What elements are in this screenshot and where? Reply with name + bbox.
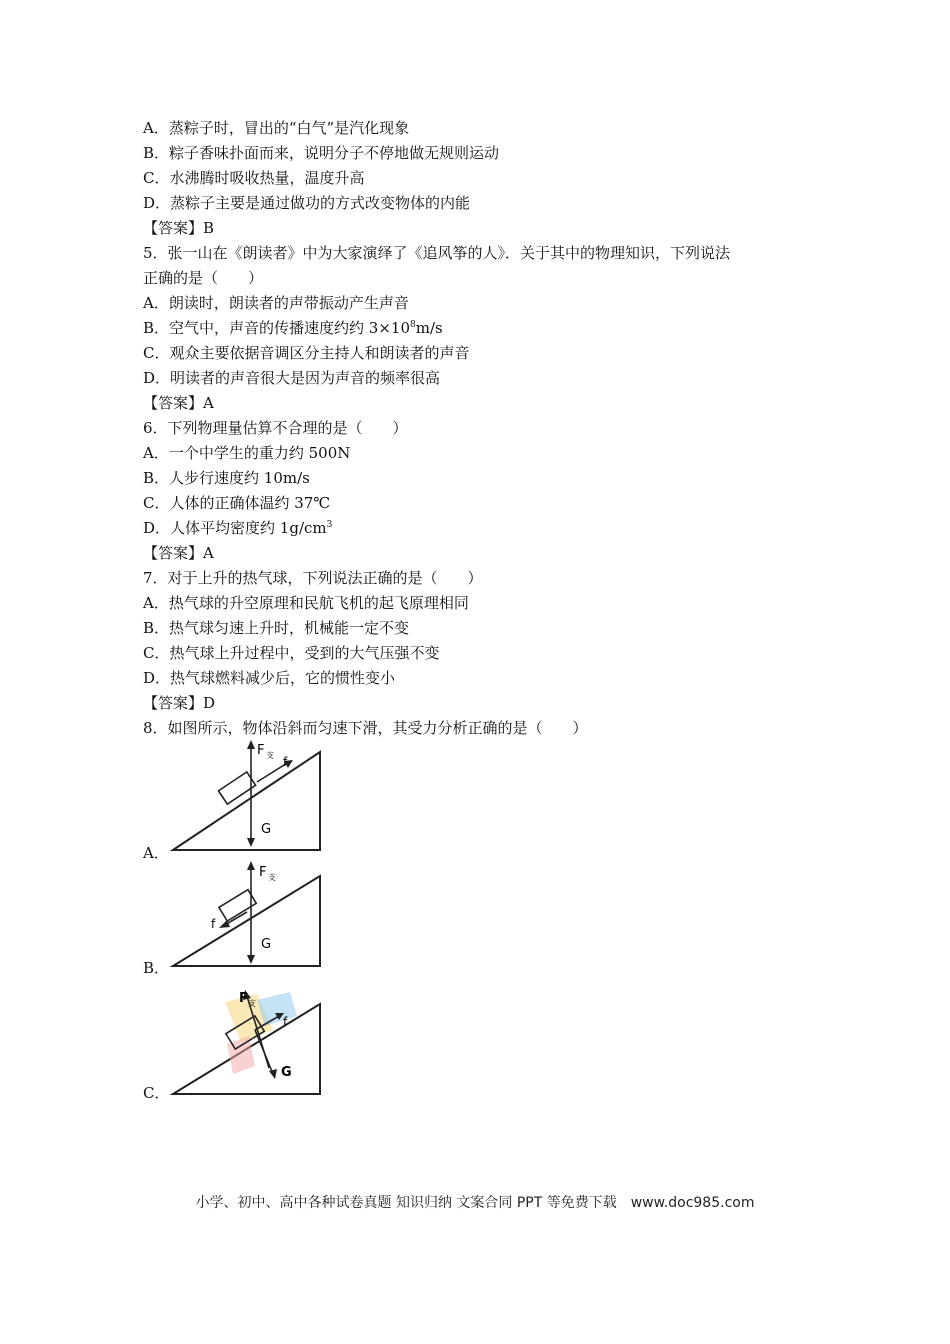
q5-stem-line1: 5．张一山在《朗读者》中为大家演绎了《追风筝的人》．关于其中的物理知识，下列说法: [143, 244, 731, 262]
q7-stem: 7．对于上升的热气球，下列说法正确的是（ ）: [143, 569, 483, 587]
figure-a-label: A．: [143, 844, 169, 862]
q7-option-c: C．热气球上升过程中，受到的大气压强不变: [143, 644, 440, 662]
q4-option-a: A．蒸粽子时，冒出的“白气”是汽化现象: [143, 119, 410, 137]
figure-b-label: B．: [143, 959, 170, 977]
q7-option-a: A．热气球的升空原理和民航飞机的起飞原理相同: [143, 594, 469, 612]
page-footer: 小学、初中、高中各种试卷真题 知识归纳 文案合同 PPT 等免费下载 www.doc985.com: [195, 1195, 755, 1211]
support-force-arrowhead: [247, 861, 255, 870]
gravity-label: G: [261, 822, 272, 837]
q5-option-b: [143, 318, 443, 338]
q5-option-a: A．朗读时，朗读者的声带振动产生声音: [143, 294, 409, 312]
support-force-subscript: 支: [248, 999, 256, 1008]
gravity-arrow-shaft: [255, 1030, 273, 1074]
gravity-label: G: [281, 1065, 292, 1080]
q6-option-c: C．人体的正确体温约 37℃: [143, 494, 331, 512]
q6-option-b: B．人步行速度约 10m/s: [143, 469, 310, 487]
q4-option-b: B．粽子香味扑面而来，说明分子不停地做无规则运动: [143, 144, 500, 162]
q5-option-c: C．观众主要依据音调区分主持人和朗读者的声音: [143, 344, 470, 362]
q5-option-b-unit: m/s: [415, 319, 443, 337]
support-force-subscript: 支: [268, 873, 276, 882]
friction-label: f: [211, 917, 216, 931]
q7-option-d: D．热气球燃料减少后，它的惯性变小: [143, 669, 396, 687]
q6-option-d-exponent: 3: [326, 520, 333, 530]
figure-c-incline-diagram: [165, 982, 335, 1097]
q6-answer: 【答案】A: [143, 544, 214, 562]
q5-option-b-text: B．空气中，声音的传播速度约约 3×10: [143, 319, 410, 337]
friction-label: f: [283, 755, 288, 769]
gravity-arrowhead: [247, 838, 255, 847]
gravity-label: G: [261, 937, 272, 952]
figure-a-incline-diagram: [165, 740, 335, 855]
gravity-arrowhead: [269, 1069, 277, 1079]
support-force-arrowhead: [247, 740, 255, 749]
q6-option-d-text: D．人体平均密度约 1g/cm: [143, 519, 327, 537]
q5-option-b-exponent: 8: [410, 320, 416, 330]
q7-option-b: B．热气球匀速上升时，机械能一定不变: [143, 619, 410, 637]
q5-answer: 【答案】A: [143, 394, 214, 412]
q5-option-d: D．明读者的声音很大是因为声音的频率很高: [143, 369, 441, 387]
support-force-label: F: [239, 991, 248, 1006]
q4-option-d: D．蒸粽子主要是通过做功的方式改变物体的内能: [143, 194, 471, 212]
incline-triangle: [173, 752, 320, 850]
q8-stem: 8．如图所示，物体沿斜而匀速下滑，其受力分析正确的是（ ）: [143, 719, 588, 737]
support-force-label: F: [259, 865, 267, 880]
incline-triangle: [173, 876, 320, 966]
support-force-label: F: [257, 743, 265, 758]
q4-option-c: C．水沸腾时吸收热量，温度升高: [143, 169, 365, 187]
q4-answer: 【答案】B: [143, 219, 215, 237]
q6-option-d: [143, 518, 332, 538]
q7-answer: 【答案】D: [143, 694, 216, 712]
gravity-arrowhead: [247, 955, 255, 964]
figure-b-incline-diagram: [165, 858, 335, 970]
friction-label: f: [283, 1015, 288, 1029]
q6-option-a: A．一个中学生的重力约 500N: [143, 444, 351, 462]
q5-stem-line2: 正确的是（ ）: [143, 269, 264, 287]
support-force-subscript: 支: [266, 751, 274, 760]
figure-c-label: C．: [143, 1084, 170, 1102]
q6-stem: 6．下列物理量估算不合理的是（ ）: [143, 419, 408, 437]
